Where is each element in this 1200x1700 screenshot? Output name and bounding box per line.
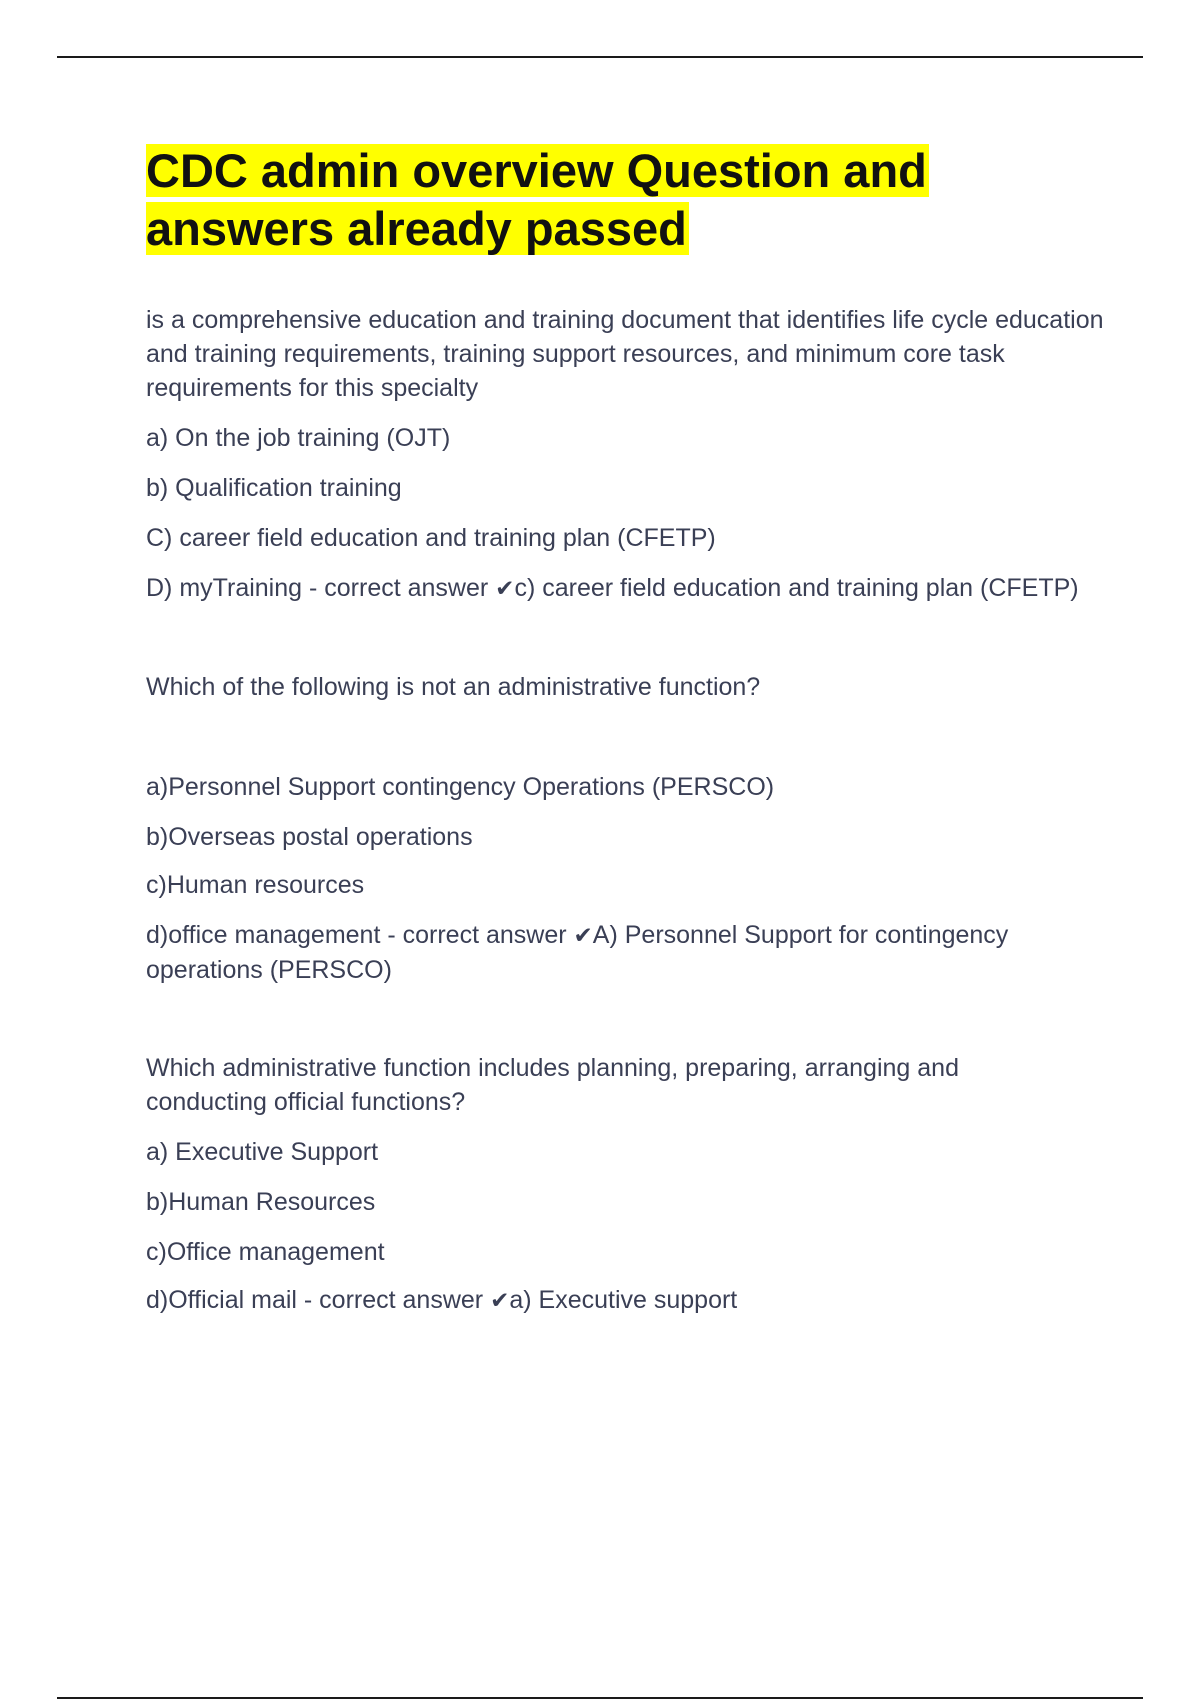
correct-answer: A) Personnel Support for contingency operations (PERSCO) xyxy=(146,921,1009,984)
correct-answer: a) Executive support xyxy=(509,1286,738,1314)
document-body xyxy=(146,142,1106,1318)
option-a: a) On the job training (OJT) xyxy=(146,424,451,452)
question-block-2 xyxy=(146,670,1106,987)
option-c: c)Human resources xyxy=(146,871,365,899)
option-c: C) career field education and training plan (CFETP) xyxy=(146,524,716,552)
check-icon: ✔ xyxy=(573,923,593,949)
question-block-3 xyxy=(146,1051,1106,1318)
option-a: a) Executive Support xyxy=(146,1138,379,1166)
option-d: D) myTraining - correct answer xyxy=(146,574,496,602)
header-rule xyxy=(57,56,1143,58)
option-b: b)Human Resources xyxy=(146,1188,376,1216)
option-d: d)Official mail - correct answer xyxy=(146,1286,491,1314)
correct-answer: c) career field education and training plan (CFETP) xyxy=(514,574,1079,602)
option-d-with-answer xyxy=(146,1283,1106,1318)
question-text: is a comprehensive education and training document that identifies life cycle education and training requirements, training support resources, and minimum core task requirements for this specialty xyxy=(146,306,1104,402)
option-d-with-answer xyxy=(146,918,1106,987)
option-d: d)office management - correct answer xyxy=(146,921,574,949)
check-icon: ✔ xyxy=(490,1288,510,1314)
check-icon: ✔ xyxy=(495,576,515,602)
option-a: a)Personnel Support contingency Operations (PERSCO) xyxy=(146,773,775,801)
question-text: Which of the following is not an administrative function? xyxy=(146,673,761,701)
option-d-with-answer xyxy=(146,571,1106,606)
option-b: b)Overseas postal operations xyxy=(146,823,473,851)
document-title: CDC admin overview Question and answers already passed xyxy=(146,144,927,255)
footer-rule xyxy=(57,1697,1143,1699)
question-block-1 xyxy=(146,303,1106,606)
option-b: b) Qualification training xyxy=(146,474,402,502)
option-c: c)Office management xyxy=(146,1238,385,1266)
question-text: Which administrative function includes planning, preparing, arranging and conducting official functions? xyxy=(146,1054,959,1116)
